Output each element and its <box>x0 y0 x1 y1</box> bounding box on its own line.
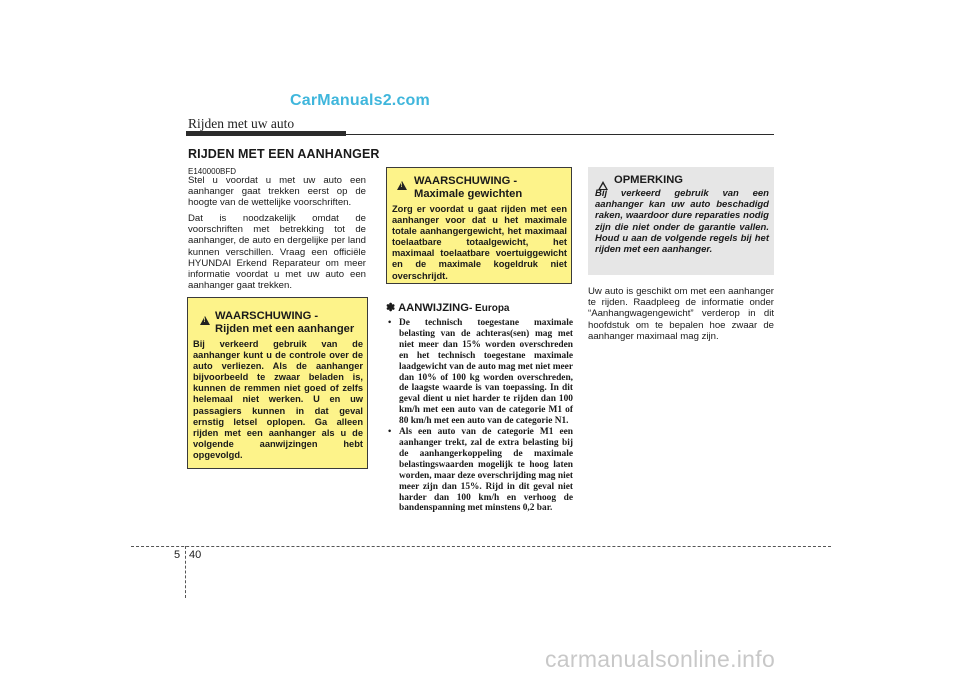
list-item: • De technisch toegestane maximale belasting van de achteras(sen) mag met niet meer dan 15% worden overschreden en het technisch toegestane maximale laadgewicht van de auto mag met niet meer dan 10% of 100 kg worden overschreden, de laagste waarde is van toepassing. In dit geval dient u niet harder te rijden dan 100 km/h met een auto van de categorie M1 of 80 km/h met een auto van de categorie N1. <box>386 318 573 427</box>
watermark-bottom: carmanualsonline.info <box>545 646 776 672</box>
warning-weights-title-1: WAARSCHUWING - <box>414 175 518 187</box>
aanwijzing-title: AANWIJZING <box>398 302 469 314</box>
aanwijzing-subtitle: - Europa <box>468 303 510 314</box>
list-item: • Als een auto van de categorie M1 een aanhanger trekt, zal de extra belasting bij de aanhangerkoppeling de maximale belastingswaarden mogelijk te hoog laten worden, maar deze overschrijding mag niet meer zijn dan 15%. Rijd in dit geval niet harder dan 100 km/h en verhoog de bandenspanning met minstens 0,2 bar. <box>386 427 573 514</box>
warning-trailer-body: Bij verkeerd gebruik van de aanhanger kunt u de controle over de auto verliezen. Als de aanhanger bijvoorbeeld te zwaar beladen is, kunnen de remmen niet goed of zelfs helemaal niet werken. U en uw passagiers kunnen in dat geval ernstig letsel oplopen. Ga alleen rijden met een aanhanger als u de volgende aanwijzingen hebt opgevolgd. <box>193 339 363 460</box>
intro-paragraph-1: Stel u voordat u met uw auto een aanhanger gaat trekken eerst op de hoogte van de wettelijke voorschriften. <box>188 175 366 209</box>
page-number: 40 <box>189 549 202 561</box>
page-heading: RIJDEN MET EEN AANHANGER <box>188 147 380 161</box>
note-body: Bij verkeerd gebruik van een aanhanger kan uw auto beschadigd raken, waardoor dure reparaties nodig zijn die niet onder de garantie vallen. Houd u aan de volgende regels bij het rijden met een aanhanger. <box>595 188 769 256</box>
note-title: OPMERKING <box>614 174 683 186</box>
warning-triangle-icon <box>397 177 407 195</box>
warning-box-trailer <box>187 297 368 469</box>
chapter-number: 5 <box>174 549 181 561</box>
warning-trailer-title-1: WAARSCHUWING - <box>215 310 319 322</box>
right-paragraph: Uw auto is geschikt om met een aanhanger te rijden. Raadpleeg de informatie onder “Aanhangwagengewicht” verderop in dit hoofdstuk om te bepalen hoe zwaar de aanhanger maximaal mag zijn. <box>588 286 774 342</box>
header-rule-thick <box>186 131 346 136</box>
intro-paragraph-2: Dat is noodzakelijk omdat de voorschriften met betrekking tot de aanhanger, de auto en dergelijke per land kunnen verschillen. Vraag een officiële HYUNDAI Erkend Reparateur om meer informatie voordat u met uw auto een aanhanger gaat trekken. <box>188 213 366 292</box>
aanwijzing-heading <box>386 301 510 314</box>
warning-triangle-icon <box>200 312 210 330</box>
footer-divider <box>131 546 831 547</box>
document-code: E140000BFD <box>188 167 237 176</box>
warning-weights-body: Zorg er voordat u gaat rijden met een aanhanger voor dat u het maximale totale aanhangergewicht, het maximaal toelaatbare totaalgewicht, het maximaal toelaatbare voertuiggewicht en de maximale kogeldruk niet overschrijdt. <box>392 204 567 281</box>
note-box <box>588 167 774 275</box>
footer-vertical-divider <box>185 546 186 598</box>
aanwijzing-list <box>386 318 573 514</box>
warning-trailer-title-2: Rijden met een aanhanger <box>215 323 355 335</box>
warning-box-weights <box>386 167 572 284</box>
section-title: Rijden met uw auto <box>188 116 295 131</box>
watermark-top: CarManuals2.com <box>290 92 430 109</box>
aanwijzing-symbol: ✽ <box>386 302 396 314</box>
header-rule-thin <box>346 134 774 135</box>
warning-weights-title-2: Maximale gewichten <box>414 188 523 200</box>
